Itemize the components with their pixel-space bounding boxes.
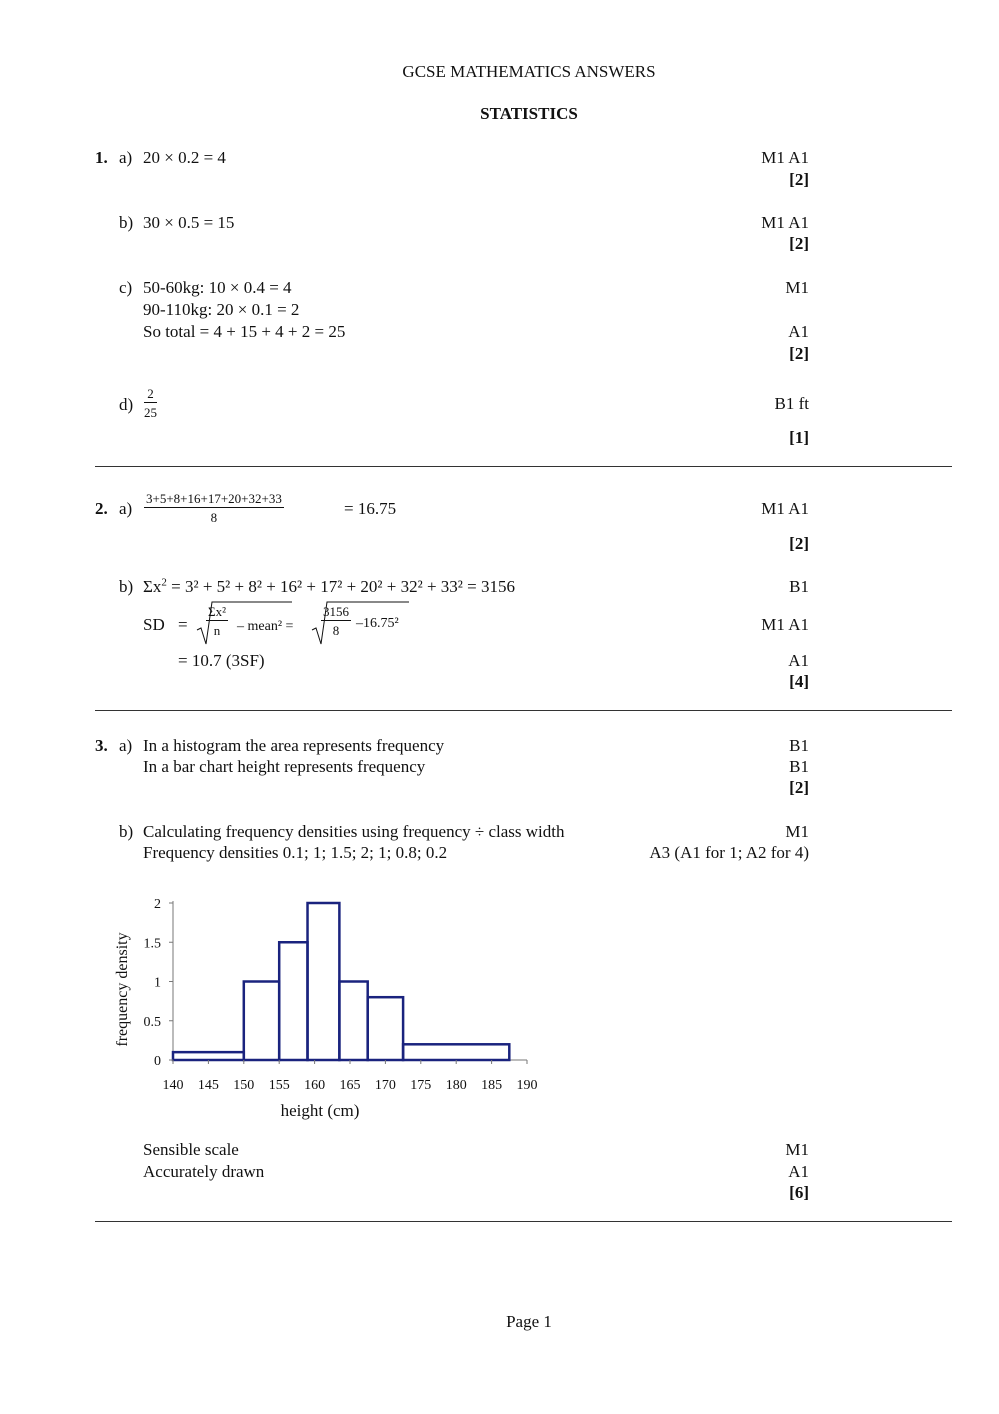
x-tick-label: 180 [445, 1078, 467, 1093]
divider-3 [95, 1221, 952, 1222]
q1d-denominator: 25 [144, 405, 157, 420]
x-tick-label: 150 [233, 1078, 255, 1093]
question-1-number: 1. [95, 148, 108, 167]
x-tick-label: 175 [410, 1078, 432, 1093]
q2a-label: a) [119, 499, 133, 518]
q2b-sum-expression: = 3² + 5² + 8² + 16² + 17² + 20² + 32² + 33² = 3156 [171, 577, 515, 596]
q2b-sum-line: $\Sigma x^2 = 3^2 + 5^2 + 8^2 + 16^2 + 17^2 + 20^2 + 32^2 + 33^2 = 3156$ [143, 576, 515, 596]
q2b-fraction-1 [206, 605, 228, 637]
q2b-result: = 10.7 (3SF) [178, 651, 265, 670]
x-tick-label: 165 [339, 1078, 361, 1093]
q1d-total: [1] [789, 428, 809, 447]
histogram-y-ticks [144, 897, 174, 1069]
histogram-bar-3 [279, 942, 307, 1060]
q3b-line-2: Frequency densities 0.1; 1; 1.5; 2; 1; 0.8; 0.2 [143, 843, 448, 862]
x-tick-label: 185 [481, 1078, 503, 1093]
x-tick-label: 155 [268, 1078, 290, 1093]
x-tick-label: 140 [162, 1078, 184, 1093]
q1d-numerator: 2 [144, 387, 157, 403]
histogram-bars [173, 903, 509, 1060]
q3a-mark-2: B1 [789, 757, 809, 776]
histogram-chart [100, 890, 560, 1130]
q1b-total: [2] [789, 234, 809, 253]
q1b-marks: M1 A1 [761, 213, 809, 232]
x-tick-label: 190 [516, 1078, 538, 1093]
q3c-total: [6] [789, 1183, 809, 1202]
q1d-marks: B1 ft [774, 394, 809, 413]
q1c-line-1: 50-60kg: 10 × 0.4 = 4 [143, 278, 292, 297]
q1c-line-3: So total = 4 + 15 + 4 + 2 = 25 [143, 322, 346, 341]
q3a-line-2: In a bar chart height represents frequency [143, 757, 426, 776]
q2a-marks: M1 A1 [761, 499, 809, 518]
page-heading: GCSE MATHEMATICS ANSWERS [402, 62, 656, 81]
q2b-sum-prefix: Σx [143, 577, 162, 596]
q2b-fraction-2 [321, 605, 351, 637]
q1d-fraction [144, 387, 157, 419]
histogram-bar-6 [368, 997, 403, 1060]
y-tick-label: 1 [154, 975, 161, 991]
histogram-y-axis-label: frequency density [114, 932, 131, 1047]
page-number: Page 1 [506, 1312, 552, 1331]
x-tick-label: 145 [197, 1078, 219, 1093]
q3c-line-1: Sensible scale [143, 1140, 239, 1159]
q3a-label: a) [119, 736, 133, 755]
y-tick-label: 0.5 [143, 1014, 161, 1030]
q1b-label: b) [119, 213, 134, 232]
q2a-fraction [144, 492, 284, 524]
histogram-x-ticks [163, 1060, 538, 1093]
q2b-sd-mark: M1 A1 [761, 615, 809, 634]
divider-2 [95, 710, 952, 711]
q1b-working: 30 × 0.5 = 15 [143, 213, 235, 232]
q3a-line-1: In a histogram the area represents frequency [143, 736, 445, 755]
histogram-x-axis-label: height (cm) [280, 1101, 360, 1120]
q1a-working: 20 × 0.2 = 4 [143, 148, 226, 167]
q2b-equals: = [178, 615, 188, 634]
q2a-numerator: 3+5+8+16+17+20+32+33 [146, 491, 282, 506]
q3b-line-1: Calculating frequency densities using frequency ÷ class width [143, 822, 565, 841]
y-tick-label: 1.5 [143, 936, 161, 952]
q3c-mark-2: A1 [788, 1162, 809, 1181]
q3c-mark-1: M1 [785, 1140, 809, 1159]
q2a-total: [2] [789, 534, 809, 553]
q2b-sd-label: SD [143, 615, 165, 634]
q3a-mark-1: B1 [789, 736, 809, 755]
q2b-minus-value: –16.75² [356, 616, 399, 631]
q1c-line-2: 90-110kg: 20 × 0.1 = 2 [143, 300, 300, 319]
q1c-label: c) [119, 278, 133, 297]
x-tick-label: 160 [304, 1078, 326, 1093]
question-2-number: 2. [95, 499, 108, 518]
q2b-total: [4] [789, 672, 809, 691]
q3c-line-2: Accurately drawn [143, 1162, 265, 1181]
q1a-label: a) [119, 148, 133, 167]
divider-1 [95, 466, 952, 467]
q2b-fraction-1-denominator: n [213, 623, 221, 638]
histogram-bar-7 [403, 1044, 509, 1060]
q2b-result-mark: A1 [788, 651, 809, 670]
question-3-number: 3. [95, 736, 108, 755]
q1a-total: [2] [789, 170, 809, 189]
q2b-label: b) [119, 577, 134, 596]
q2b-fraction-1-numerator: Σx² [208, 604, 226, 619]
q1d-label: d) [119, 395, 134, 414]
histogram-bar-5 [339, 982, 367, 1061]
q1c-mark-2: A1 [788, 322, 809, 341]
histogram-bar-2 [244, 982, 279, 1061]
x-tick-label: 170 [374, 1078, 396, 1093]
q2a-denominator: 8 [210, 510, 218, 525]
q3b-mark-2: A3 (A1 for 1; A2 for 4) [649, 843, 809, 862]
q2b-fraction-2-denominator: 8 [332, 623, 340, 638]
y-tick-label: 2 [154, 897, 161, 912]
histogram-bar-4 [308, 903, 340, 1060]
q3b-label: b) [119, 822, 134, 841]
q2b-fraction-2-numerator: 3156 [323, 604, 349, 619]
q1c-mark-1: M1 [785, 278, 809, 297]
q2b-minus-mean: – mean² = [237, 619, 294, 634]
section-title: STATISTICS [480, 104, 578, 123]
q2b-sum-mark: B1 [789, 577, 809, 596]
q3a-total: [2] [789, 778, 809, 797]
histogram-bar-1 [173, 1052, 244, 1060]
q2a-result: = 16.75 [344, 499, 397, 518]
q1a-marks: M1 A1 [761, 148, 809, 167]
q1c-total: [2] [789, 344, 809, 363]
q3b-mark-1: M1 [785, 822, 809, 841]
y-tick-label: 0 [154, 1054, 161, 1069]
